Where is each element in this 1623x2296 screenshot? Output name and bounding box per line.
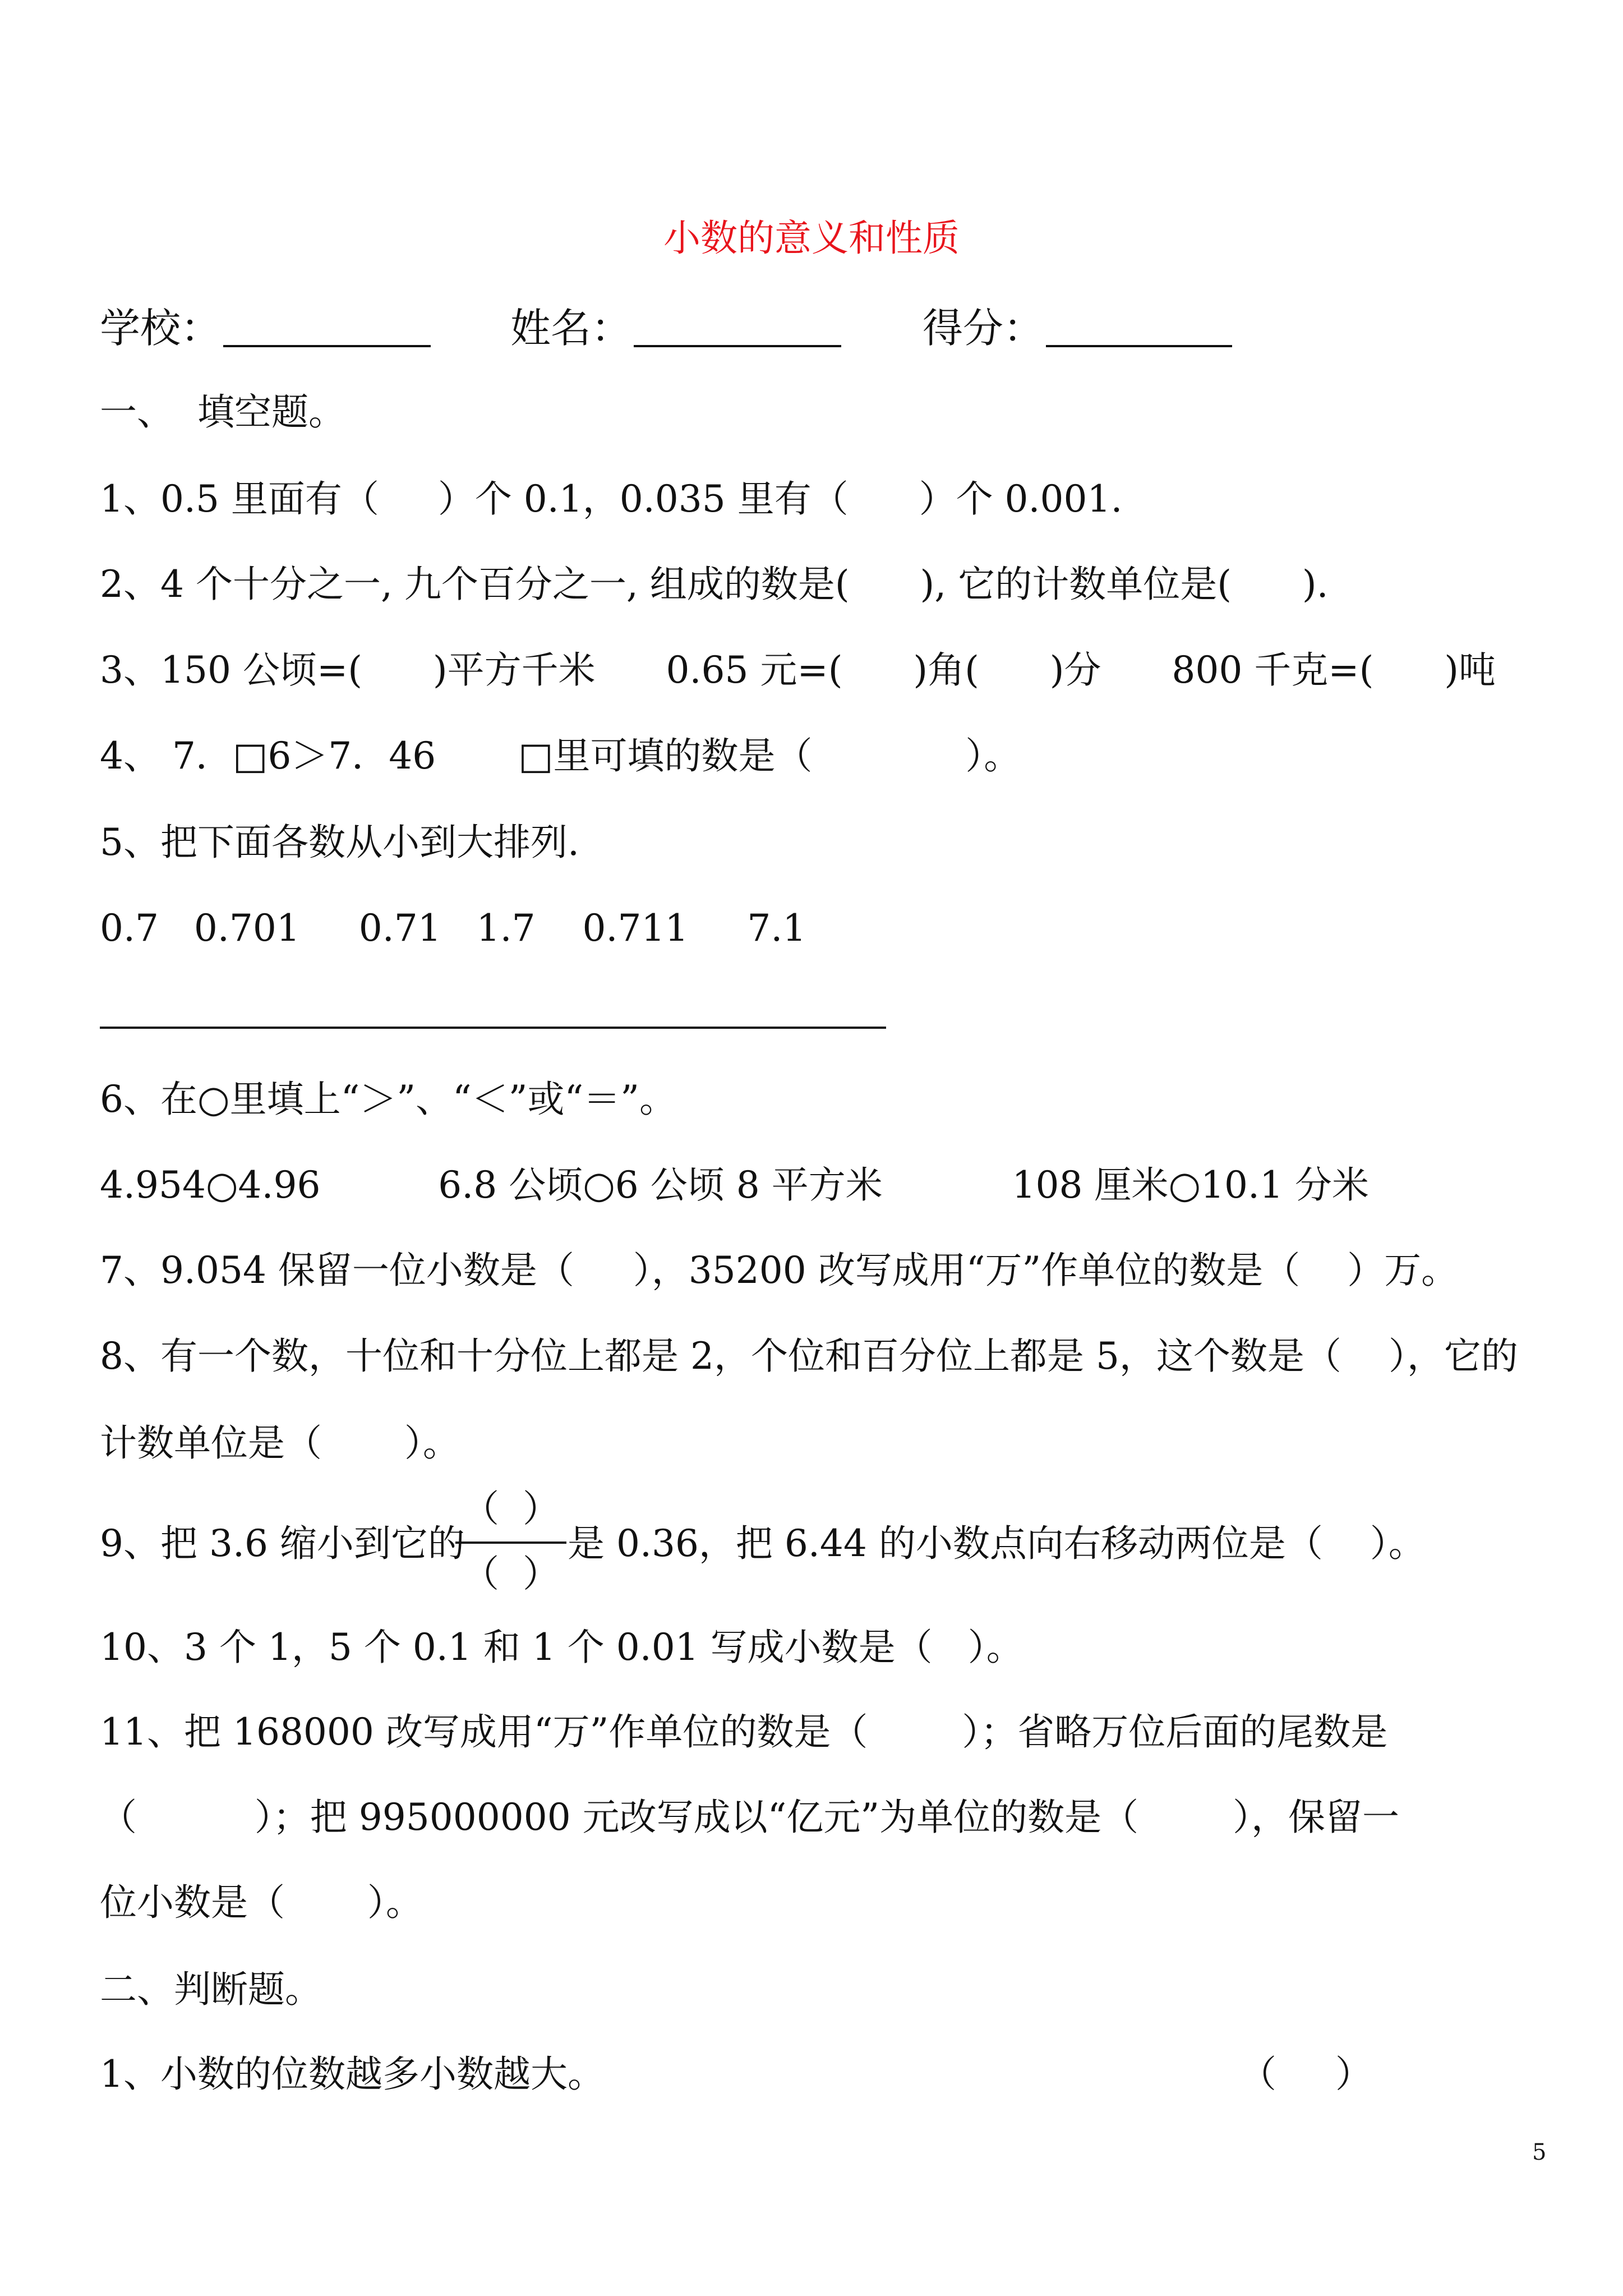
question-11-line3: 位小数是（ ）。	[100, 1881, 423, 1924]
answer-line	[100, 1027, 886, 1029]
question-9-after: 是 0.36，把 6.44 的小数点向右移动两位是（ ）。	[568, 1522, 1426, 1565]
name-blank	[634, 345, 841, 347]
section1-heading: 一、 填空题。	[100, 390, 345, 434]
fraction-numerator: （ ）	[462, 1487, 560, 1530]
fraction-denominator: （ ）	[462, 1552, 560, 1595]
question-5: 5、把下面各数从小到大排列.	[100, 821, 579, 864]
question-4: 4、 7．□6＞7．46 □里可填的数是（ ）。	[100, 734, 1021, 777]
question-11-line2: （ ）；把 995000000 元改写成以“亿元”为单位的数是（ ），保留一	[100, 1796, 1399, 1839]
judgment-question-1: 1、小数的位数越多小数越大。	[100, 2053, 605, 2096]
score-blank	[1046, 345, 1232, 347]
question-11-line1: 11、把 168000 改写成用“万”作单位的数是（ ）；省略万位后面的尾数是	[100, 1710, 1388, 1754]
section2-heading: 二、判断题。	[100, 1968, 322, 2011]
page-number: 5	[1532, 2139, 1547, 2165]
question-8-line2: 计数单位是（ ）。	[100, 1421, 460, 1465]
question-1: 1、0.5 里面有（ ）个 0.1，0.035 里有（ ）个 0.001.	[100, 477, 1123, 521]
question-10: 10、3 个 1，5 个 0.1 和 1 个 0.01 写成小数是（ ）。	[100, 1626, 1023, 1669]
school-blank	[223, 345, 431, 347]
question-9-before: 9、把 3.6 缩小到它的	[100, 1522, 465, 1565]
school-label: 学校：	[100, 305, 222, 352]
question-7: 7、9.054 保留一位小数是（ ），35200 改写成用“万”作单位的数是（ ）万。	[100, 1249, 1459, 1292]
question-5-numbers: 0.7 0.701 0.71 1.7 0.711 7.1	[100, 907, 806, 950]
question-8-line1: 8、有一个数，十位和十分位上都是 2，个位和百分位上都是 5，这个数是（ ），它的	[100, 1335, 1518, 1378]
question-2: 2、4 个十分之一, 九个百分之一, 组成的数是( ), 它的计数单位是( ).	[100, 563, 1329, 606]
name-label: 姓名：	[510, 305, 632, 352]
question-9-fraction	[455, 1487, 566, 1599]
score-label: 得分：	[923, 305, 1044, 352]
fraction-bar	[455, 1542, 566, 1544]
judgment-answer-paren: （ ）	[1239, 2053, 1372, 2096]
question-6: 6、在○里填上“＞”、“＜”或“＝”。	[100, 1078, 677, 1121]
question-6-items: 4.954○4.96 6.8 公顷○6 公顷 8 平方米 108 厘米○10.1 分米	[100, 1163, 1369, 1207]
document-title: 小数的意义和性质	[663, 217, 960, 260]
question-3: 3、150 公顷=( )平方千米 0.65 元=( )角( )分 800 千克=( )吨	[100, 648, 1496, 692]
